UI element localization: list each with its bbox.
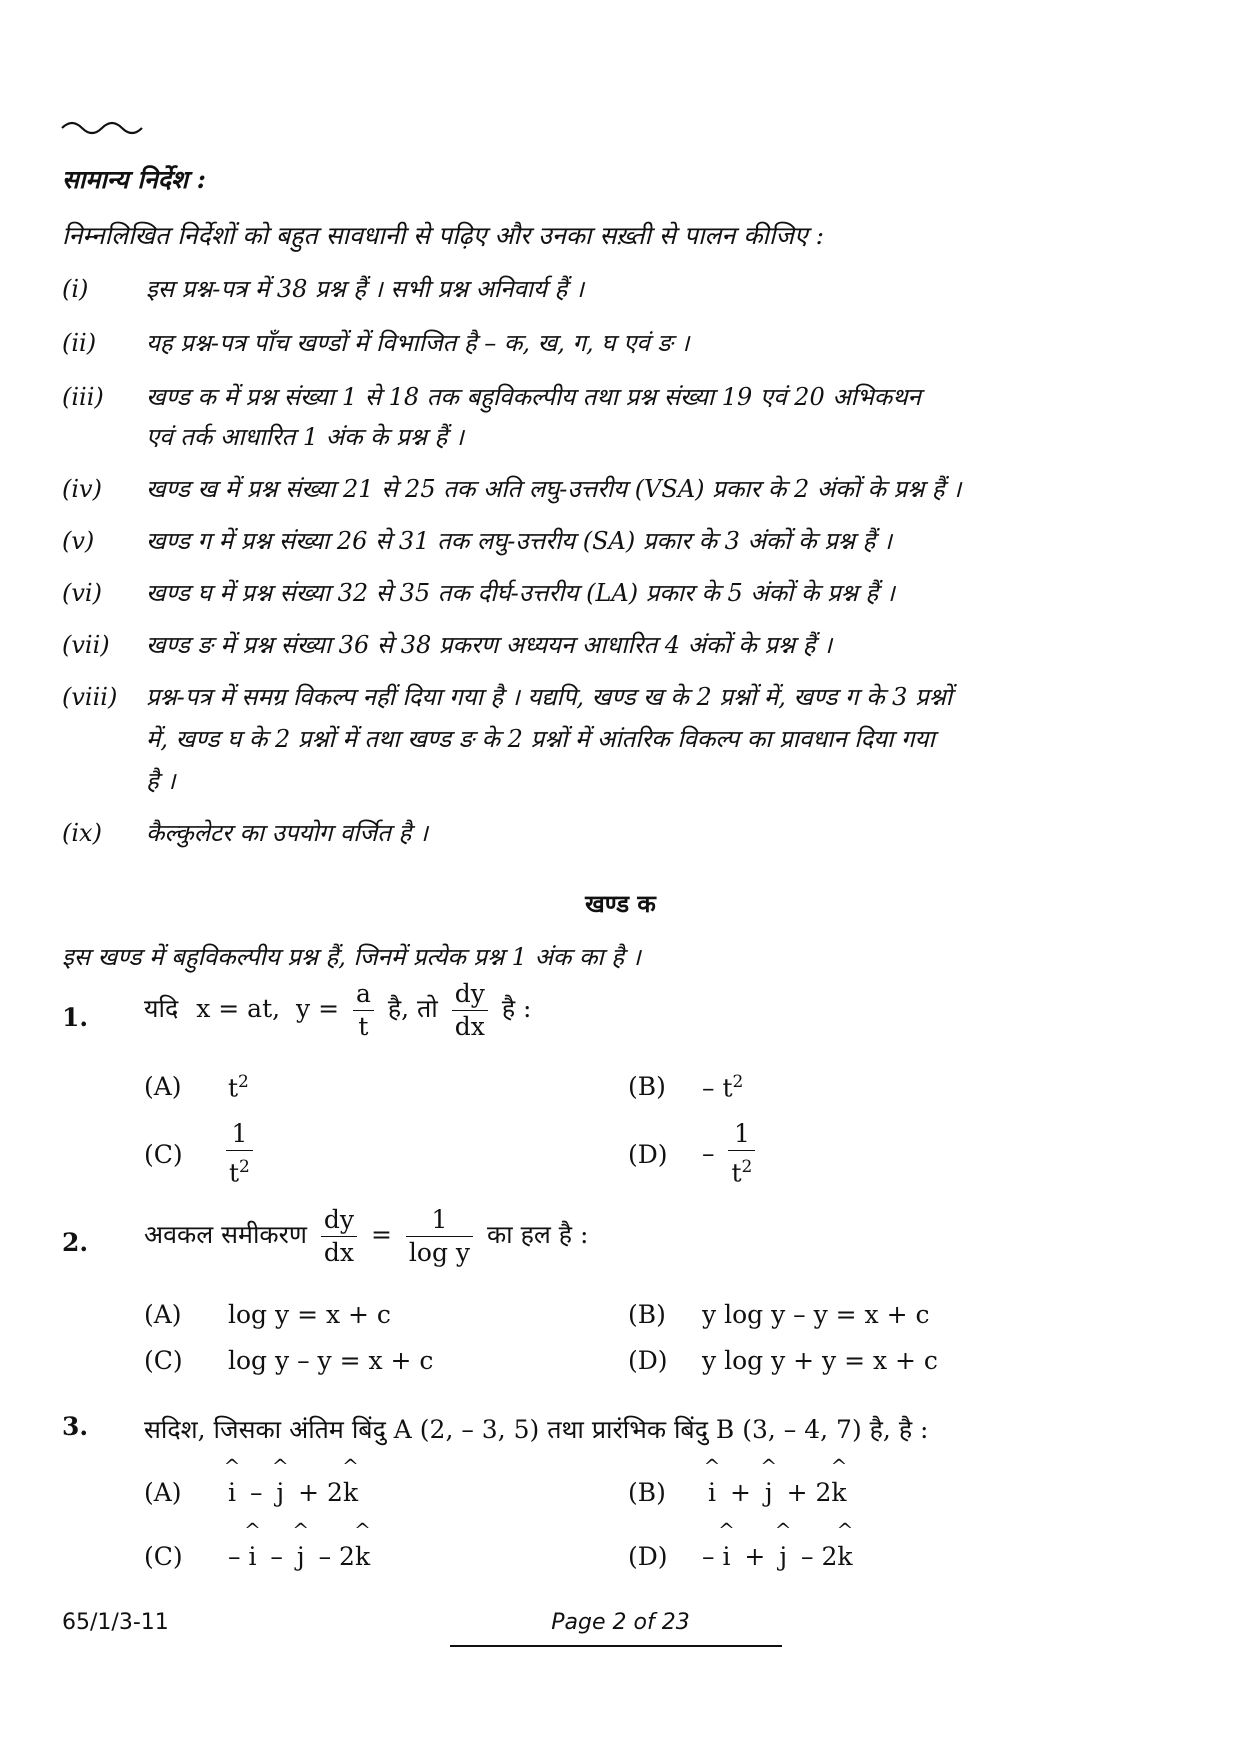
fraction-numerator: dy — [321, 1204, 357, 1237]
sign-i: – — [228, 1542, 241, 1571]
unit-vector-k: ^ k — [837, 1542, 852, 1571]
instructions-intro: निम्नलिखित निर्देशों को बहुत सावधानी से पढ़िए और उनका सख़्ती से पालन कीजिए : — [62, 221, 825, 250]
unit-vector-k: ^ k — [831, 1478, 846, 1507]
fraction-dy-dx — [321, 1204, 357, 1269]
instruction-text: खण्ड ङ में प्रश्न संख्या 36 से 38 प्रकरण अध्ययन आधारित 4 अंकों के प्रश्न हैं । — [146, 631, 833, 659]
instruction-text-line2: एवं तर्क आधारित 1 अंक के प्रश्न हैं । — [146, 423, 464, 451]
unit-vector-j: ^ j — [276, 1478, 284, 1507]
fraction-numerator: 1 — [406, 1204, 473, 1237]
option-label: (B) — [628, 1300, 666, 1329]
fraction-one-over-t-squared — [728, 1118, 755, 1189]
unit-vector-j: ^ j — [779, 1542, 787, 1571]
option-label: (C) — [144, 1542, 183, 1571]
question-prefix: अवकल समीकरण — [144, 1220, 307, 1249]
option-sup: 2 — [238, 1072, 249, 1092]
instruction-number: (ix) — [62, 819, 102, 847]
question-text — [144, 978, 531, 1043]
fraction-denominator: dx — [323, 1238, 355, 1267]
sign-j: + — [729, 1478, 751, 1507]
option-base: t — [228, 1073, 239, 1103]
instruction-text: खण्ड ग में प्रश्न संख्या 26 से 31 तक लघु-उत्तरीय (SA) प्रकार के 3 अंकों के प्रश्न हैं । — [146, 527, 892, 555]
fraction-numerator: 1 — [226, 1118, 253, 1151]
question-number: 3. — [62, 1412, 89, 1441]
instruction-number: (iii) — [62, 383, 104, 411]
denominator-base: t — [731, 1158, 742, 1188]
instructions-title: सामान्य निर्देश : — [62, 165, 206, 194]
sign-k: + 2 — [786, 1478, 832, 1507]
option-sup: 2 — [732, 1072, 744, 1092]
footer-divider — [450, 1645, 782, 1647]
sign-j: – — [249, 1478, 263, 1507]
sign-k: + 2 — [298, 1478, 343, 1507]
instruction-number: (v) — [62, 527, 95, 555]
paper-code: 65/1/3-11 — [62, 1610, 169, 1635]
question-text: सदिश, जिसका अंतिम बिंदु A (2, – 3, 5) तथा प्रारंभिक बिंदु B (3, – 4, 7) है, है : — [144, 1415, 929, 1444]
unit-vector-i: ^ i — [722, 1542, 730, 1571]
option-value — [708, 1478, 847, 1507]
option-value — [228, 1542, 370, 1571]
fraction-denominator — [226, 1151, 253, 1189]
fraction-one-over-log-y — [406, 1204, 473, 1269]
instruction-number: (iv) — [62, 475, 102, 503]
instruction-text-line2: में, खण्ड घ के 2 प्रश्नों में तथा खण्ड ङ के 2 प्रश्नों में आंतरिक विकल्प का प्रावधान दिया गया — [146, 725, 935, 753]
denominator-base: t — [229, 1158, 240, 1188]
option-value: log y = x + c — [228, 1300, 391, 1329]
fraction-denominator: dx — [454, 1012, 485, 1041]
denominator-sup: 2 — [239, 1157, 250, 1177]
fraction-a-over-t — [353, 978, 374, 1043]
fraction-numerator: 1 — [728, 1118, 755, 1151]
equals-sign: = — [370, 1220, 392, 1249]
sign-i: – — [702, 1542, 715, 1571]
unit-vector-i: ^ i — [228, 1478, 236, 1507]
instruction-text: खण्ड घ में प्रश्न संख्या 32 से 35 तक दीर्घ-उत्तरीय (LA) प्रकार के 5 अंकों के प्रश्न हैं । — [146, 579, 895, 607]
instruction-number: (i) — [62, 275, 89, 303]
option-value — [702, 1118, 761, 1189]
option-label: (C) — [144, 1140, 183, 1169]
option-value — [702, 1072, 743, 1102]
instruction-text: खण्ड क में प्रश्न संख्या 1 से 18 तक बहुविकल्पीय तथा प्रश्न संख्या 19 एवं 20 अभिकथन — [146, 383, 921, 411]
option-value — [228, 1072, 249, 1102]
instruction-text: कैल्कुलेटर का उपयोग वर्जित है । — [146, 819, 428, 847]
fraction-one-over-t-squared — [226, 1118, 253, 1189]
option-value — [226, 1118, 253, 1189]
option-label: (A) — [144, 1300, 182, 1329]
sign-j: + — [744, 1542, 766, 1571]
option-value: log y – y = x + c — [228, 1346, 434, 1375]
option-value — [228, 1478, 358, 1507]
unit-vector-i: ^ i — [248, 1542, 256, 1571]
option-value — [702, 1542, 853, 1571]
fraction-denominator: t — [358, 1012, 369, 1041]
fraction-dy-dx — [452, 978, 488, 1043]
unit-vector-k: ^ k — [343, 1478, 358, 1507]
unit-vector-i: ^ i — [708, 1478, 716, 1507]
option-label: (D) — [628, 1542, 668, 1571]
denominator-sup: 2 — [741, 1157, 753, 1177]
instruction-text-line3: है । — [146, 767, 176, 795]
fraction-numerator: dy — [452, 978, 488, 1011]
instruction-number: (viii) — [62, 683, 118, 711]
instruction-number: (vi) — [62, 579, 102, 607]
option-value: y log y + y = x + c — [702, 1346, 938, 1375]
option-label: (A) — [144, 1478, 182, 1507]
question-suffix: का हल है : — [486, 1220, 589, 1249]
squiggle-decoration-icon — [60, 118, 146, 138]
option-label: (D) — [628, 1140, 668, 1169]
option-value: y log y – y = x + c — [702, 1300, 930, 1329]
question-prefix: यदि — [144, 994, 179, 1023]
option-label: (B) — [628, 1478, 666, 1507]
option-sign: – — [702, 1139, 715, 1169]
question-text — [144, 1204, 588, 1269]
instruction-number: (vii) — [62, 631, 110, 659]
option-label: (B) — [628, 1072, 666, 1101]
instruction-text: प्रश्न-पत्र में समग्र विकल्प नहीं दिया गया है । यद्यपि, खण्ड ख के 2 प्रश्नों में, खण्ड ग के 3 प्रश्नों — [146, 683, 952, 711]
question-suffix: है : — [501, 994, 532, 1023]
sign-k: – 2 — [801, 1542, 838, 1571]
fraction-denominator — [728, 1151, 755, 1189]
unit-vector-j: ^ j — [765, 1478, 773, 1507]
option-label: (C) — [144, 1346, 183, 1375]
question-mid: है, तो — [387, 994, 438, 1023]
instruction-text: इस प्रश्न-पत्र में 38 प्रश्न हैं । सभी प्रश्न अनिवार्य हैं । — [146, 275, 585, 303]
option-label: (D) — [628, 1346, 668, 1375]
unit-vector-j: ^ j — [297, 1542, 305, 1571]
instruction-text: यह प्रश्न-पत्र पाँच खण्डों में विभाजित है – क, ख, ग, घ एवं ङ । — [146, 329, 690, 357]
equation-y: y = — [296, 994, 340, 1023]
fraction-numerator: a — [353, 978, 374, 1011]
page-number: Page 2 of 23 — [551, 1610, 690, 1635]
unit-vector-k: ^ k — [355, 1542, 370, 1571]
question-number: 2. — [62, 1228, 89, 1257]
sign-j: – — [270, 1542, 283, 1571]
sign-k: – 2 — [318, 1542, 355, 1571]
section-intro: इस खण्ड में बहुविकल्पीय प्रश्न हैं, जिनमें प्रत्येक प्रश्न 1 अंक का है । — [62, 943, 641, 971]
equation-x: x = at, — [196, 994, 281, 1023]
fraction-denominator: log y — [408, 1238, 471, 1267]
option-label: (A) — [144, 1072, 182, 1101]
section-title: खण्ड क — [585, 890, 656, 918]
instruction-text: खण्ड ख में प्रश्न संख्या 21 से 25 तक अति लघु-उत्तरीय (VSA) प्रकार के 2 अंकों के प्रश्न हैं । — [146, 475, 962, 503]
option-base: – t — [702, 1073, 733, 1103]
question-number: 1. — [62, 1003, 89, 1032]
instruction-number: (ii) — [62, 329, 97, 357]
